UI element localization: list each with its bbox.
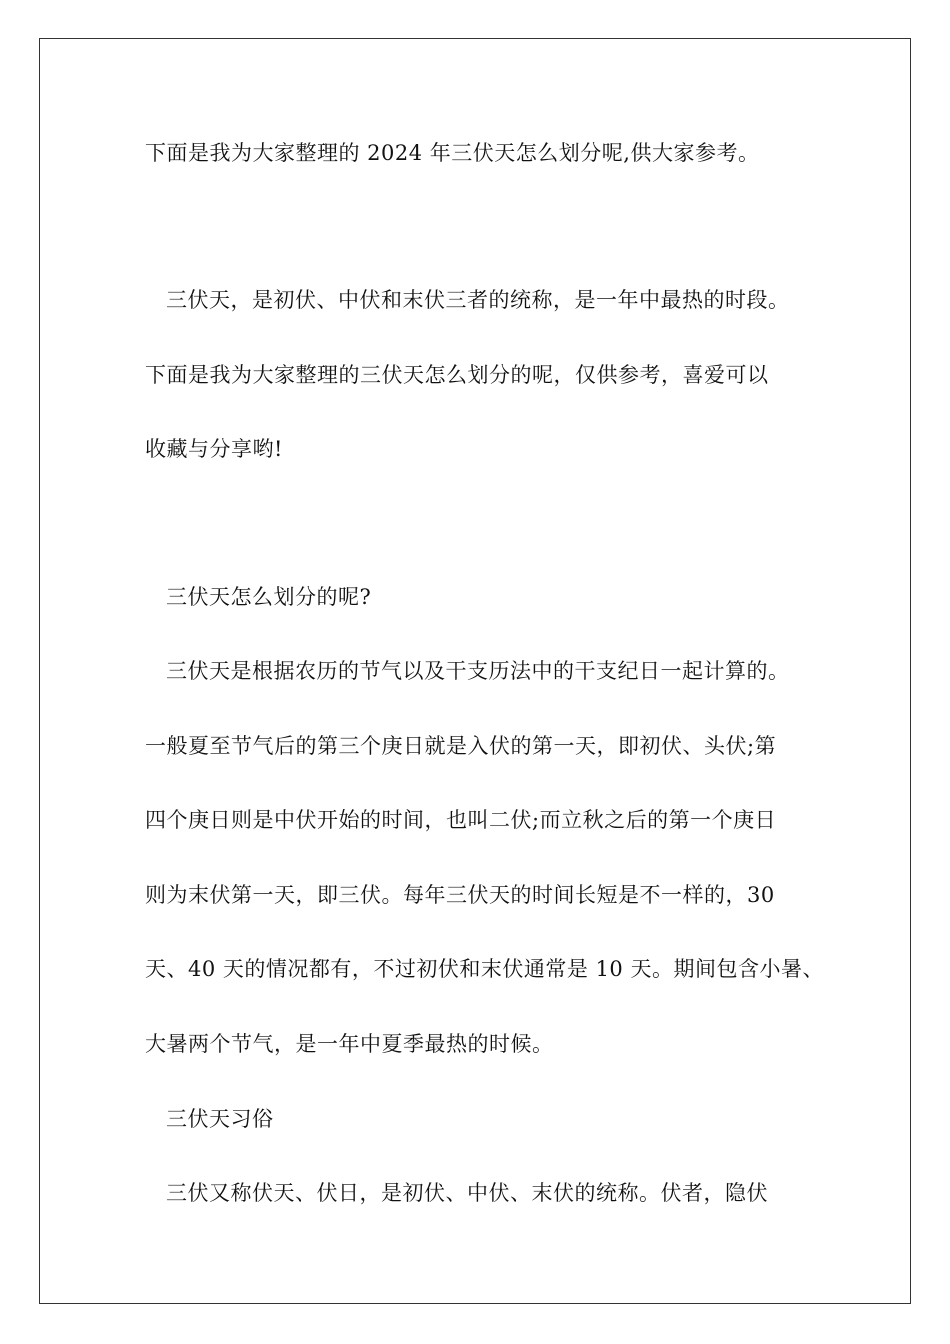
intro-line: 下面是我为大家整理的 2024 年三伏天怎么划分呢,供大家参考。	[145, 141, 760, 165]
paragraph-2-line-6: 大暑两个节气，是一年中夏季最热的时候。	[145, 1032, 554, 1056]
section-heading-customs: 三伏天习俗	[166, 1107, 274, 1131]
paragraph-2-line-4: 则为末伏第一天，即三伏。每年三伏天的时间长短是不一样的，30	[145, 883, 775, 907]
paragraph-1-line-2: 下面是我为大家整理的三伏天怎么划分的呢，仅供参考，喜爱可以	[145, 363, 769, 387]
section-heading-division: 三伏天怎么划分的呢?	[166, 585, 372, 609]
paragraph-3-line-1: 三伏又称伏天、伏日，是初伏、中伏、末伏的统称。伏者，隐伏	[166, 1181, 768, 1205]
paragraph-2-line-2: 一般夏至节气后的第三个庚日就是入伏的第一天，即初伏、头伏;第	[145, 734, 777, 758]
paragraph-1-line-3: 收藏与分享哟!	[145, 437, 283, 461]
paragraph-2-line-3: 四个庚日则是中伏开始的时间，也叫二伏;而立秋之后的第一个庚日	[145, 808, 777, 832]
paragraph-2-line-1: 三伏天是根据农历的节气以及干支历法中的干支纪日一起计算的。	[166, 659, 790, 683]
paragraph-1-line-1: 三伏天，是初伏、中伏和末伏三者的统称，是一年中最热的时段。	[166, 288, 790, 312]
paragraph-2-line-5: 天、40 天的情况都有，不过初伏和末伏通常是 10 天。期间包含小暑、	[145, 957, 824, 981]
